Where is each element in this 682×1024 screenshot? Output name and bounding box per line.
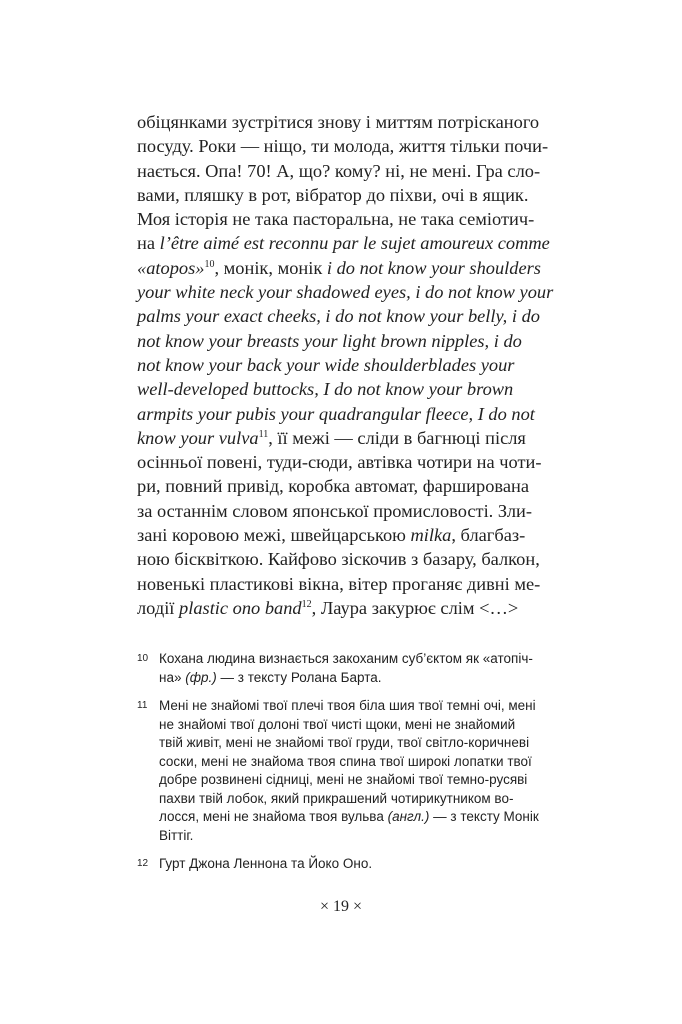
italic-fragment: know your vulva (137, 427, 259, 448)
text-fragment: , благбаз- (451, 525, 526, 546)
italic-fragment: i do not know your shoulders (326, 257, 541, 278)
text-line (137, 426, 557, 450)
footnote-number: 12 (137, 858, 149, 869)
text-line: новенькі пластикові вікна, вітер проганяє дивні ме- (137, 573, 541, 594)
text-line: осінньої повені, туди-сюди, автівка чотири на чоти- (137, 452, 542, 473)
page-number: × 19 × (319, 898, 363, 915)
text-fragment: лосся, мені не знайома твоя вульва (159, 809, 388, 824)
italic-fragment: «atopos» (137, 257, 205, 278)
footnote-12 (137, 855, 557, 874)
text-line: обіцянками зустрітися знову і миттям потрісканого (137, 112, 540, 132)
footnote-line (159, 808, 557, 827)
text-line: palms your exact cheeks, i do not know your belly, i do (137, 306, 540, 327)
text-line: посуду. Роки — ніщо, ти молода, життя тільки почи- (137, 136, 549, 157)
footnote-line: не знайомі твої долоні твої чисті щоки, мені не знайомий (159, 716, 516, 732)
footnote-line: Гурт Джона Леннона та Йоко Оно. (159, 856, 373, 871)
text-fragment: , її межі — сліди в багнюці після (268, 427, 526, 448)
italic-fragment: plastic ono band (179, 597, 302, 618)
footnote-line: твій живіт, мені не знайомі твої груди, твої світло-коричневі (159, 735, 530, 750)
text-line (137, 523, 557, 547)
text-line: вами, пляшку в рот, вібратор до піхви, очі в ящик. (137, 184, 529, 205)
text-line: за останнім словом японської промисловості. Зли- (137, 500, 532, 521)
italic-fragment: (англ.) (387, 809, 430, 824)
footnote-ref-10: 10 (204, 258, 215, 270)
text-fragment: — з тексту Монік (429, 809, 539, 824)
text-fragment: — з тексту Ролана Барта. (216, 669, 382, 685)
text-fragment: на (137, 233, 160, 254)
footnote-line: пахви твій лобок, який прикрашений чотирикутником во- (159, 790, 514, 806)
text-line: not know your breasts your light brown nipples, i do (137, 330, 522, 351)
footnote-line: соски, мені не знайома твоя спина твої широкі лопатки твої (159, 753, 532, 769)
text-fragment: зані коровою межі, швейцарською (137, 525, 411, 546)
italic-fragment: (фр.) (185, 669, 217, 685)
footnote-ref-11: 11 (258, 428, 269, 440)
footnote-10 (137, 650, 557, 687)
footnote-ref-12: 12 (301, 598, 312, 610)
text-fragment: , Лаура закурює слім <…> (311, 597, 519, 618)
text-line: well-developed buttocks, I do not know your brown (137, 379, 514, 400)
footnotes (137, 650, 557, 884)
footnote-number: 10 (137, 653, 149, 664)
footnote-number: 11 (137, 700, 148, 711)
text-fragment: лодії (137, 597, 180, 618)
footnote-line (159, 669, 557, 688)
italic-fragment: milka (410, 525, 452, 546)
body-text (137, 110, 557, 620)
text-line (137, 596, 557, 620)
text-fragment: на» (159, 669, 186, 685)
footnote-line: добре розвинені сідниці, мені не знайомі твої темно-русяві (159, 772, 528, 787)
text-line: Моя історія не така пасторальна, не така семіотич- (137, 209, 535, 230)
text-line: armpits your pubis your quadrangular fleece, I do not (137, 403, 535, 424)
text-line: not know your back your wide shoulderblades your (137, 354, 515, 375)
text-line (137, 256, 557, 280)
footnote-line: Віттіг. (159, 827, 194, 843)
text-line: your white neck your shadowed eyes, i do not know your (137, 282, 554, 303)
footnote-line: Мені не знайомі твої плечі твоя біла шия твої темні очі, мені (159, 698, 536, 713)
italic-fragment: l’être aimé est reconnu par le sujet amoureux comme (159, 233, 550, 254)
text-line: ри, повний привід, коробка автомат, фарширована (137, 476, 530, 497)
footnote-11 (137, 697, 557, 845)
footnote-line: Кохана людина визнається закоханим суб’єктом як «атопіч- (159, 651, 533, 666)
text-line: нається. Опа! 70! А, що? кому? ні, не мені. Гра сло- (137, 160, 541, 181)
text-line: ною бісквіткою. Кайфово зіскочив з базару, балкон, (137, 549, 540, 570)
text-fragment: , монік, монік (214, 257, 327, 278)
text-line (137, 231, 557, 255)
